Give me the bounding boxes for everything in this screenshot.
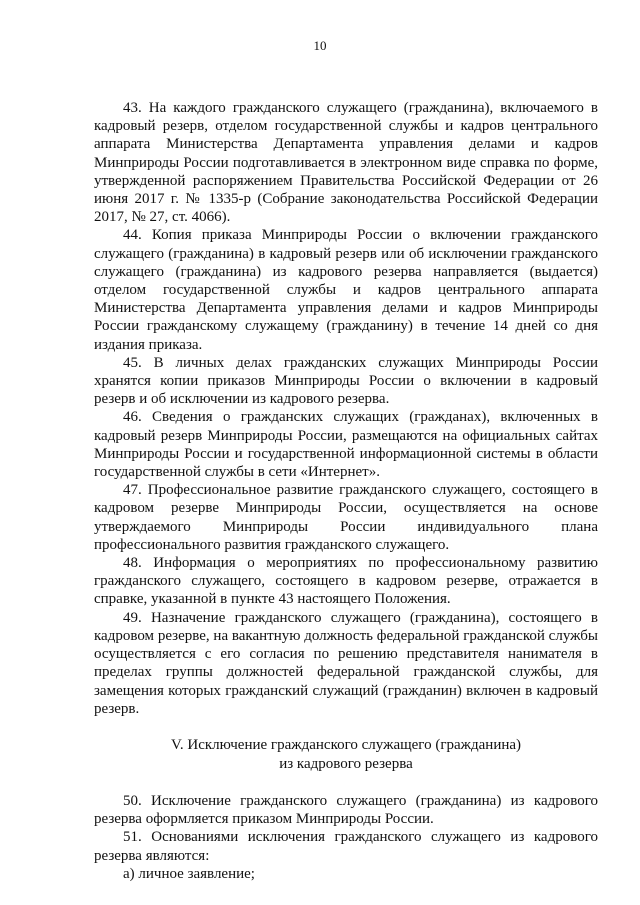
paragraph-43: 43. На каждого гражданского служащего (гражданина), включаемого в кадровый резерв, отделом государственной службы и кадров центрального аппарата Министерства Департамента управления делами и кадров Минприроды России подготавливается в электронном виде справка по форме, утвержденной распоряжением Правительства Российской Федерации от 26 июня 2017 г. № 1335-р (Собрание законодательства Российской Федерации 2017, № 27, ст. 4066). — [94, 100, 598, 226]
paragraph-50: 50. Исключение гражданского служащего (гражданина) из кадрового резерва оформляется приказом Минприроды России. — [94, 792, 598, 828]
paragraph-47: 47. Профессиональное развитие гражданского служащего, состоящего в кадровом резерве Минприроды России, осуществляется на основе утверждаемого Минприроды России индивидуального плана профессионального развития гражданского служащего. — [94, 482, 598, 553]
list-item-a: а) личное заявление; — [123, 865, 255, 882]
section-heading-line-2: из кадрового резерва — [279, 755, 413, 772]
document-body — [94, 99, 598, 883]
paragraph-46: 46. Сведения о гражданских служащих (гражданах), включенных в кадровый резерв Минприроды России, размещаются на официальных сайтах Минприроды России и государственной информационной системы в области государственной службы в сети «Интернет». — [94, 409, 598, 481]
paragraph-44: 44. Копия приказа Минприроды России о включении гражданского служащего (гражданина) в кадровый резерв или об исключении гражданского служащего (гражданина) из кадрового резерва направляется (выдается) отделом государственной службы и кадров центрального аппарата Министерства Департамента управления делами и кадров Минприроды России гражданскому служащему (гражданину) в течение 14 дней со дня издания приказа. — [94, 227, 598, 353]
page-number: 10 — [313, 38, 327, 53]
paragraph-51: 51. Основаниями исключения гражданского служащего из кадрового резерва являются: — [94, 829, 598, 864]
paragraph-48: 48. Информация о мероприятиях по профессиональному развитию гражданского служащего, состоящего в кадровом резерве, отражается в справке, указанной в пункте 43 настоящего Положения. — [94, 555, 598, 608]
paragraph-45: 45. В личных делах гражданских служащих Минприроды России хранятся копии приказов Минприроды России о включении в кадровый резерв и об исключении из кадрового резерва. — [94, 354, 598, 408]
section-heading-line-1: V. Исключение гражданского служащего (гражданина) — [170, 736, 522, 753]
paragraph-49: 49. Назначение гражданского служащего (гражданина), состоящего в кадровом резерве, на вакантную должность федеральной гражданской службы осуществляется с его согласия по решению представителя нанимателя в пределах группы должностей федеральной гражданской службы, для замещения которых гражданский служащий (гражданин) включен в кадровый резерв. — [94, 609, 598, 717]
section-heading — [94, 736, 598, 774]
